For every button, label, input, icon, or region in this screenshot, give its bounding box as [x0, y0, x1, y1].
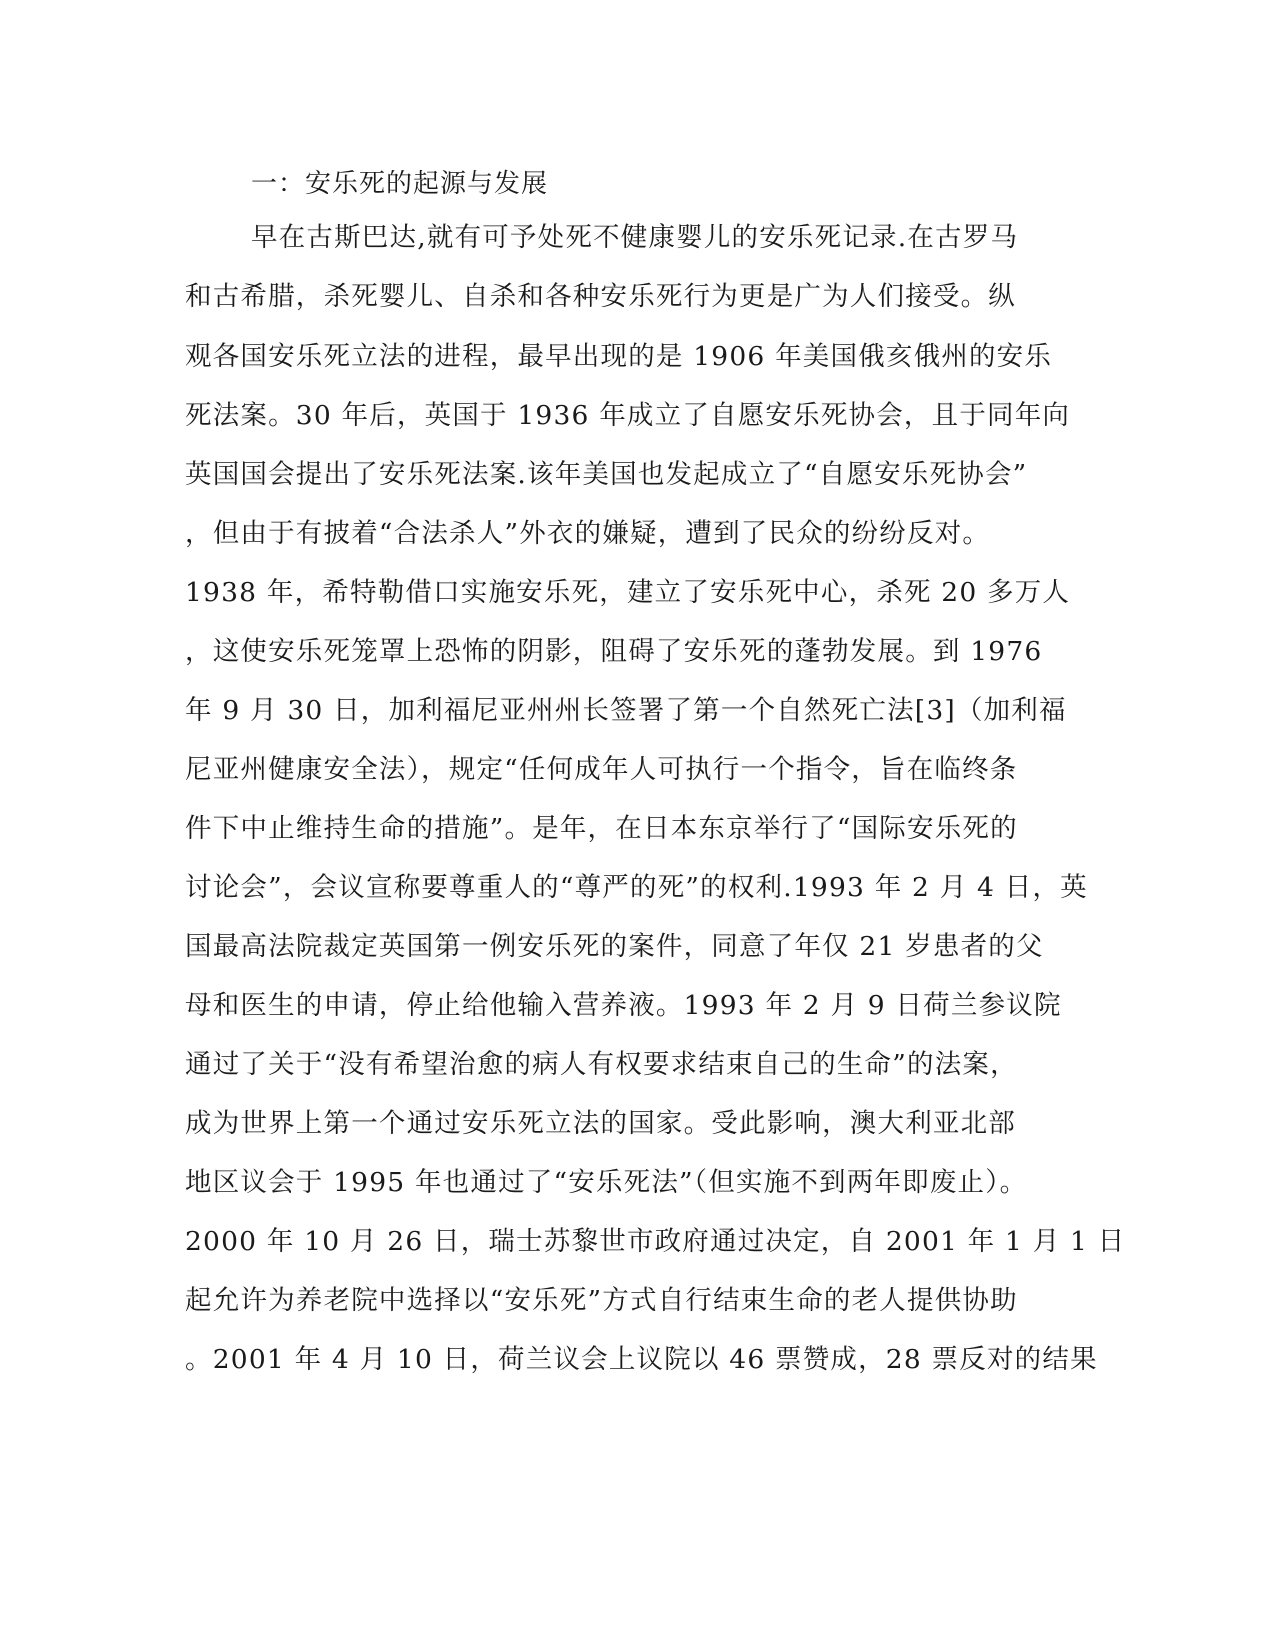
text-line: 地区议会于 1995 年也通过了“安乐死法”（但实施不到两年即废止）。 — [185, 1167, 1028, 1198]
text-line: 早在古斯巴达,就有可予处死不健康婴儿的安乐死记录.在古罗马 — [251, 222, 1019, 253]
text-line: 件下中止维持生命的措施”。是年，在日本东京举行了“国际安乐死的 — [185, 813, 1018, 844]
text-line: 通过了关于“没有希望治愈的病人有权要求结束自己的生命”的法案， — [185, 1049, 1018, 1080]
text-line: 母和医生的申请，停止给他输入营养液。1993 年 2 月 9 日荷兰参议院 — [185, 990, 1062, 1021]
text-line: 成为世界上第一个通过安乐死立法的国家。受此影响，澳大利亚北部 — [185, 1108, 1016, 1139]
text-line: 观各国安乐死立法的进程，最早出现的是 1906 年美国俄亥俄州的安乐 — [185, 341, 1053, 372]
section-heading: 一：安乐死的起源与发展 — [251, 169, 549, 199]
text-line: 英国国会提出了安乐死法案.该年美国也发起成立了“自愿安乐死协会” — [185, 459, 1028, 490]
text-line: 死法案。30 年后，英国于 1936 年成立了自愿安乐死协会，且于同年向 — [185, 400, 1071, 431]
text-line: ，这使安乐死笼罩上恐怖的阴影，阻碍了安乐死的蓬勃发展。到 1976 — [185, 636, 1043, 667]
text-line: 1938 年，希特勒借口实施安乐死，建立了安乐死中心，杀死 20 多万人 — [185, 577, 1071, 608]
text-line: 起允许为养老院中选择以“安乐死”方式自行结束生命的老人提供协助 — [185, 1285, 1018, 1316]
text-line: 讨论会”，会议宣称要尊重人的“尊严的死”的权利.1993 年 2 月 4 日，英 — [185, 872, 1088, 903]
text-line: 和古希腊，杀死婴儿、自杀和各种安乐死行为更是广为人们接受。纵 — [185, 281, 1016, 312]
text-line: ，但由于有披着“合法杀人”外衣的嫌疑，遭到了民众的纷纷反对。 — [185, 518, 991, 549]
text-line: 2000 年 10 月 26 日，瑞士苏黎世市政府通过决定，自 2001 年 1 月 1 日 — [185, 1226, 1126, 1257]
text-line: 年 9 月 30 日，加利福尼亚州州长签署了第一个自然死亡法[3]（加利福 — [185, 695, 1067, 726]
text-line: 。2001 年 4 月 10 日，荷兰议会上议院以 46 票赞成，28 票反对的结果 — [185, 1344, 1098, 1375]
text-line: 国最高法院裁定英国第一例安乐死的案件，同意了年仅 21 岁患者的父 — [185, 931, 1044, 962]
text-line: 尼亚州健康安全法），规定“任何成年人可执行一个指令，旨在临终条 — [185, 754, 1018, 785]
